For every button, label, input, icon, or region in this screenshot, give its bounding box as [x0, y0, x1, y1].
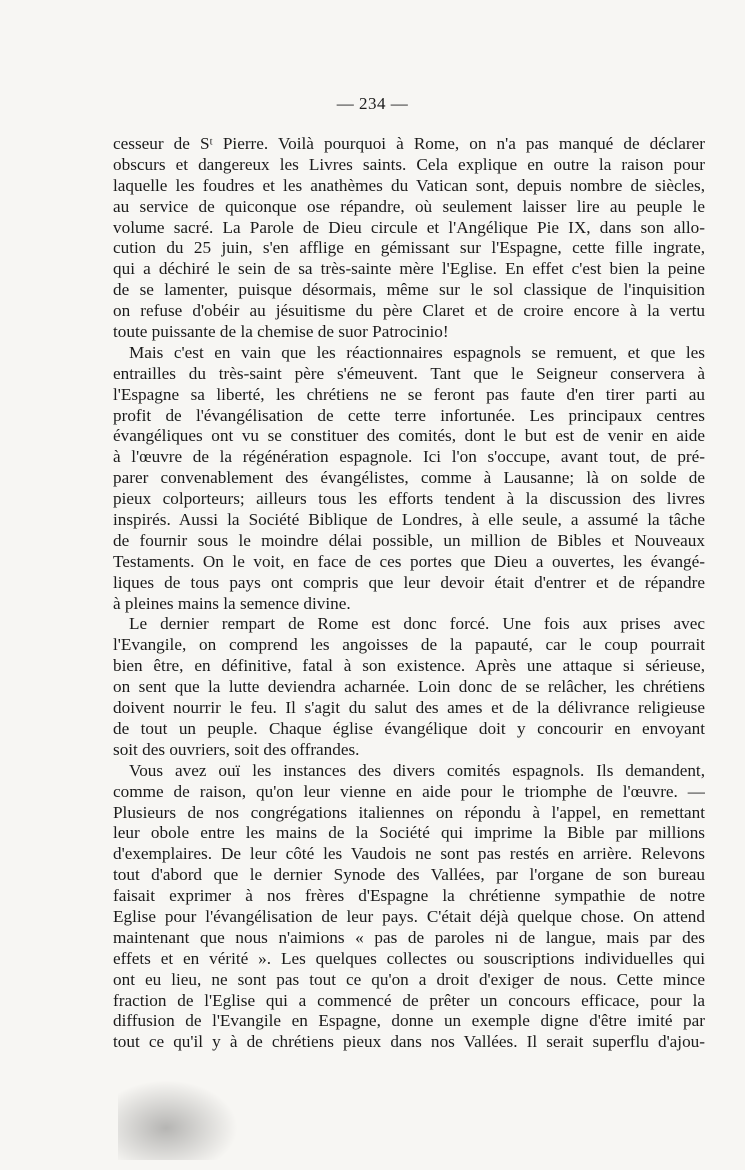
text-line: Eglise pour l'évangélisation de leur pays. C'était déjà quelque chose. On attend: [113, 906, 705, 926]
text-line: parer convenablement des évangélistes, comme à Lausanne; là on solde de: [113, 468, 705, 488]
text-line: tout ce qu'il y à de chrétiens pieux dans nos Vallées. Il serait superflu d'ajou-: [113, 1032, 705, 1052]
text-line: liques de tous pays ont compris que leur devoir était d'entrer et de répandre: [113, 572, 705, 592]
text-block: [113, 134, 705, 1053]
text-line: volume sacré. La Parole de Dieu circule et l'Angélique Pie IX, dans son allo-: [113, 217, 705, 237]
text-line: d'exemplaires. De leur côté les Vaudois ne sont pas restés en arrière. Relevons: [113, 844, 705, 864]
text-line: de tout un peuple. Chaque église évangélique doit y concourir en envoyant: [113, 718, 705, 738]
text-line: fraction de l'Eglise qui a commencé de prêter un concours efficace, pour la: [113, 990, 705, 1010]
text-line: Vous avez ouï les instances des divers comités espagnols. Ils demandent,: [129, 760, 705, 780]
text-line: laquelle les foudres et les anathèmes du Vatican sont, depuis nombre de siècles,: [113, 175, 705, 195]
text-line: comme de raison, qu'on leur vienne en aide pour le triomphe de l'œuvre. —: [113, 781, 705, 801]
text-line: obscurs et dangereux les Livres saints. Cela explique en outre la raison pour: [113, 154, 705, 174]
text-line: évangéliques ont vu se constituer des comités, dont le but est de venir en aide: [113, 426, 705, 446]
text-line: inspirés. Aussi la Société Biblique de Londres, à elle seule, a assumé la tâche: [113, 510, 705, 530]
text-line: l'Espagne sa liberté, les chrétiens ne se feront pas faute d'en tirer parti au: [113, 384, 705, 404]
page-number: — 234 —: [336, 94, 409, 113]
text-line: cution du 25 juin, s'en afflige en gémissant sur l'Espagne, cette fille ingrate,: [113, 238, 705, 258]
text-line: on refuse d'obéir au jésuitisme du père Claret et de croire encore à la vertu: [113, 301, 705, 321]
text-line: à l'œuvre de la régénération espagnole. Ici l'on s'occupe, avant tout, de pré-: [113, 447, 705, 467]
text-line: doivent nourrir le feu. Il s'agit du salut des ames et de la délivrance religieuse: [113, 698, 705, 718]
text-line: effets et en vérité ». Les quelques collectes ou souscriptions individuelles qui: [113, 948, 705, 968]
text-line: ont eu lieu, ne sont pas tout ce qu'on a droit d'exiger de nous. Cette mince: [113, 969, 705, 989]
text-line: qui a déchiré le sein de sa très-sainte mère l'Eglise. En effet c'est bien la peine: [113, 259, 705, 279]
text-line: Plusieurs de nos congrégations italiennes on répondu à l'appel, en remettant: [113, 802, 705, 822]
text-line: leur obole entre les mains de la Société qui imprime la Bible par millions: [113, 823, 705, 843]
text-line: on sent que la lutte deviendra acharnée. Loin donc de se relâcher, les chrétiens: [113, 677, 705, 697]
text-line: toute puissante de la chemise de suor Patrocinio!: [113, 322, 449, 342]
text-line: Testaments. On le voit, en face de ces portes que Dieu a ouvertes, les évangé-: [113, 551, 705, 571]
text-line: bien être, en définitive, fatal à son existence. Après une attaque si sérieuse,: [113, 656, 705, 676]
text-line: Mais c'est en vain que les réactionnaires espagnols se remuent, et que les: [129, 342, 705, 362]
text-line: de se lamenter, puisque désormais, même sur le sol classique de l'inquisition: [113, 280, 705, 300]
text-line: pieux colporteurs; ailleurs tous les efforts tendent à la discussion des livres: [113, 489, 705, 509]
text-line: maintenant que nous n'aimions « pas de paroles ni de langue, mais par des: [113, 927, 705, 947]
text-line: à pleines mains la semence divine.: [113, 593, 351, 613]
text-line: de fournir sous le moindre délai possible, un million de Bibles et Nouveaux: [113, 530, 705, 550]
ink-smudge: [118, 1080, 238, 1160]
text-line: au service de quiconque ose répandre, où seulement laisser lire au peuple le: [113, 196, 705, 216]
text-line: soit des ouvriers, soit des offrandes.: [113, 739, 360, 759]
text-line: Le dernier rempart de Rome est donc forcé. Une fois aux prises avec: [129, 614, 705, 634]
text-line: profit de l'évangélisation de cette terre infortunée. Les principaux centres: [113, 405, 705, 425]
text-line: cesseur de Sᵗ Pierre. Voilà pourquoi à Rome, on n'a pas manqué de déclarer: [113, 134, 705, 153]
text-line: diffusion de l'Evangile en Espagne, donne un exemple digne d'être imité par: [113, 1011, 705, 1031]
text-line: tout d'abord que le dernier Synode des Vallées, par l'organe de son bureau: [113, 865, 705, 885]
text-line: entrailles du très-saint père s'émeuvent. Tant que le Seigneur conservera à: [113, 363, 705, 383]
text-line: l'Evangile, on comprend les angoisses de la papauté, car le coup pourrait: [113, 635, 705, 655]
text-line: faisait exprimer à nos frères d'Espagne la chrétienne sympathie de notre: [113, 886, 705, 906]
